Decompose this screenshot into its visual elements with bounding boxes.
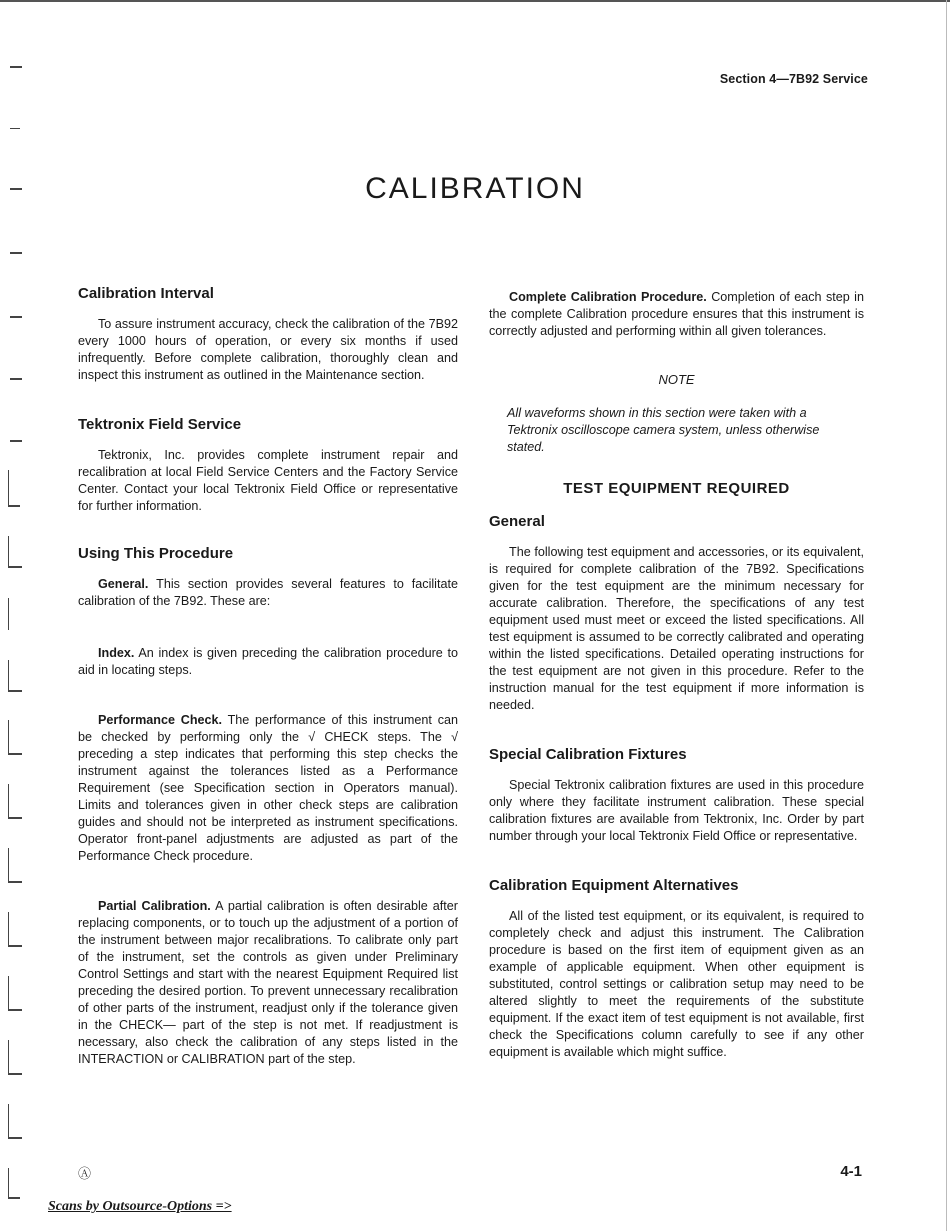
general-paragraph (78, 576, 458, 610)
index-lead: Index. (98, 646, 135, 660)
heading-general: General (489, 513, 545, 530)
left-column (78, 285, 458, 1068)
footer-symbol: Ⓐ (78, 1166, 92, 1181)
complete-procedure-lead: Complete Calibration Procedure. (509, 290, 707, 304)
heading-equipment-alternatives: Calibration Equipment Alternatives (489, 877, 739, 894)
section-header: Section 4—7B92 Service (719, 72, 868, 86)
heading-calibration-interval: Calibration Interval (78, 285, 214, 302)
performance-check-text: The performance of this instrument can be checked by performing only the √ CHECK steps. The √ preceding a step indicates that performing this step checks the instrument against the tolerances listed as a Performance Requirement (see Specification section in Operators manual). Limits and tolerances given in other check steps are calibration guides and should not be interpreted as instrument specifications. Operator front-panel adjustments are adjusted as part of the Performance Check procedure. (78, 713, 458, 863)
scan-top-edge (0, 0, 950, 2)
page-title: CALIBRATION (365, 172, 585, 205)
special-fixtures-text: Special Tektronix calibration fixtures are used in this procedure only where they facilitate instrument calibration. These special calibration fixtures are available from Tektronix, Inc. Order by part number through your local Tektronix Field Office or representative. (489, 778, 864, 843)
index-paragraph (78, 645, 458, 679)
index-text: An index is given preceding the calibration procedure to aid in locating steps. (78, 646, 458, 677)
equipment-alternatives-text: All of the listed test equipment, or its equivalent, is required to completely check and adjust this instrument. The Calibration procedure is based on the first item of equipment given as an example of applicable equipment. When other equipment is substituted, control settings or calibration setup may need to be altered slightly to meet the requirements of the substitute equipment. If the exact item of test equipment is not available, first check the Specifications column carefully to see if any other equipment is available which might suffice. (489, 909, 864, 1059)
partial-calibration-lead: Partial Calibration. (98, 899, 211, 913)
scan-credit-link[interactable]: Scans by Outsource-Options => (48, 1199, 232, 1214)
field-service-text: Tektronix, Inc. provides complete instrument repair and recalibration at local Field Service Centers and the Factory Service Center. Contact your local Tektronix Field Office or representative for further information. (78, 448, 458, 513)
heading-using-procedure: Using This Procedure (78, 545, 234, 562)
performance-check-paragraph (78, 712, 458, 865)
partial-calibration-text: A partial calibration is often desirable after replacing components, or to touch up the adjustment of a portion of the instrument between major recalibrations. To calibrate only part of the instrument, set the controls as given under Preliminary Control Settings and start with the nearest Equipment Required list preceding the desired portion. To prevent unnecessary recalibration of other parts of the instrument, readjust only if the tolerance given in the CHECK— part of the step is not met. If readjustment is necessary, also check the calibration of any steps listed in the INTERACTION or CALIBRATION part of the step. (78, 899, 458, 1066)
heading-field-service: Tektronix Field Service (78, 416, 242, 433)
page-number: 4-1 (840, 1163, 862, 1180)
complete-procedure-text: Completion of each step in the complete Calibration procedure ensures that this instrument is correctly adjusted and performing within all given tolerances. (489, 290, 864, 338)
complete-procedure-paragraph (489, 289, 864, 340)
general-equipment-text: The following test equipment and accessories, or its equivalent, is required for complete calibration of the 7B92. Specifications given for the test equipment are the minimum necessary for accurate calibration. Therefore, the specifications of any test equipment used must meet or exceed the listed specifications. All test equipment is assumed to be correctly calibrated and operating within the listed specifications. Detailed operating instructions for the test equipment are not given in this procedure. Refer to the instruction manual for the test equipment if more information is needed. (489, 545, 864, 712)
heading-test-equipment-required: TEST EQUIPMENT REQUIRED (563, 480, 790, 497)
right-column (489, 285, 864, 1061)
performance-check-lead: Performance Check. (98, 713, 223, 727)
general-lead: General. (98, 577, 149, 591)
note-label: NOTE (658, 372, 695, 387)
general-text: This section provides several features to facilitate calibration of the 7B92. These are: (78, 577, 458, 608)
calibration-interval-text: To assure instrument accuracy, check the calibration of the 7B92 every 1000 hours of operation, or every six months if used infrequently. Before complete calibration, thoroughly clean and inspect this instrument as outlined in the Maintenance section. (78, 317, 458, 382)
heading-special-fixtures: Special Calibration Fixtures (489, 746, 687, 763)
partial-calibration-paragraph (78, 898, 458, 1068)
note-text: All waveforms shown in this section were taken with a Tektronix oscilloscope camera system, unless otherwise stated. (507, 406, 820, 454)
